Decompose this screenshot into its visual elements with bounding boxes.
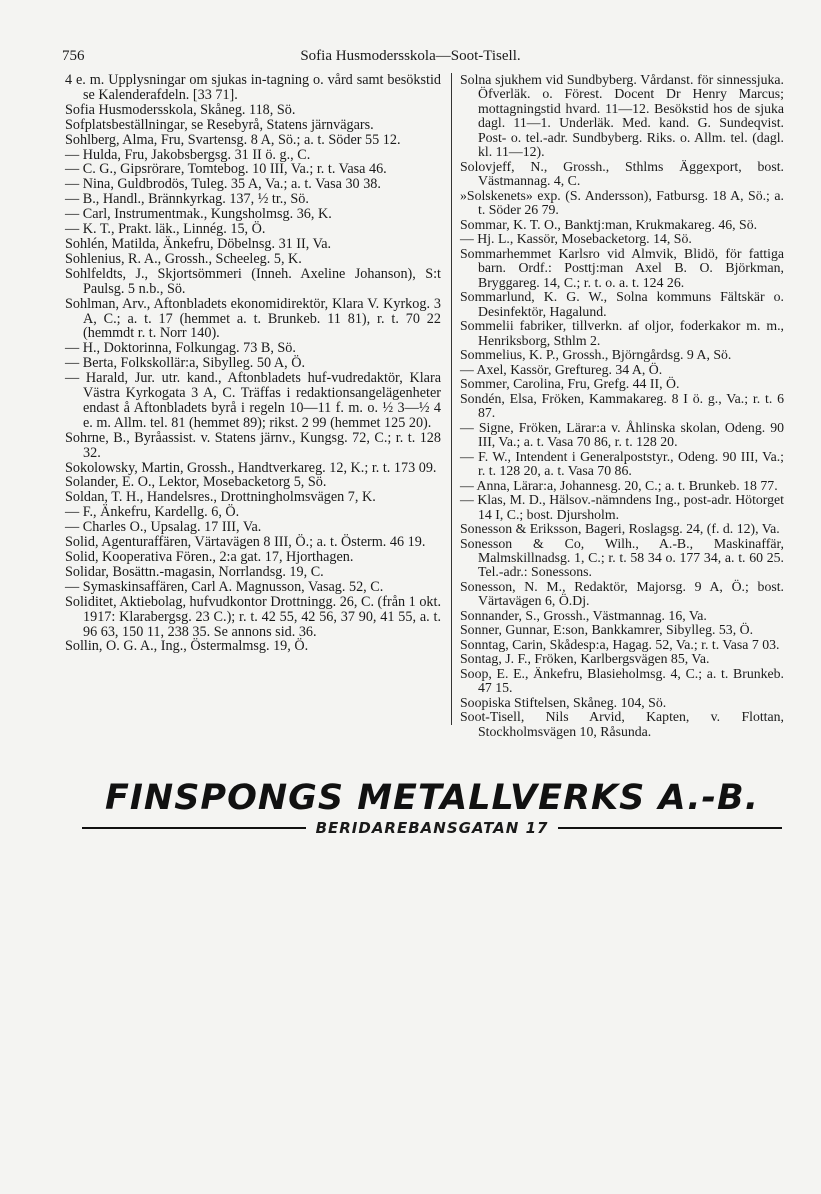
directory-entry: Sonner, Gunnar, E:son, Bankkamrer, Sibylleg. 53, Ö. xyxy=(460,622,754,638)
directory-entry: Solander, E. O., Lektor, Mosebacketorg 5, Sö. xyxy=(65,474,327,491)
directory-entry: 4 e. m. Upplysningar om sjukas in-tagning o. vård samt besökstid se Kalenderafdeln. [33 71]. xyxy=(65,72,441,103)
directory-entry: — H., Doktorinna, Folkungag. 73 B, Sö. xyxy=(65,340,296,357)
directory-entry: Soop, E. E., Änkefru, Blasieholmsg. 4, C.; a. t. Brunkeb. 47 15. xyxy=(460,665,784,696)
directory-entry: Sokolowsky, Martin, Grossh., Handtverkareg. 12, K.; r. t. 173 09. xyxy=(65,459,437,476)
directory-entry: Sontag, J. F., Fröken, Karlbergsvägen 85, Va. xyxy=(460,651,710,667)
directory-entry: Sonnander, S., Grossh., Västmannag. 16, Va. xyxy=(460,607,707,623)
directory-entry: Soldan, T. H., Handelsres., Drottningholmsvägen 7, K. xyxy=(65,489,376,506)
ad-address-row xyxy=(82,819,782,837)
directory-entry: Solid, Kooperativa Fören., 2:a gat. 17, Hjorthagen. xyxy=(65,549,354,565)
directory-entry: Sollin, O. G. A., Ing., Östermalmsg. 19, Ö. xyxy=(65,638,309,655)
directory-entry: — Anna, Lärar:a, Johannesg. 20, C.; a. t. Brunkeb. 18 77. xyxy=(460,477,778,493)
directory-entry: — K. T., Prakt. läk., Linnég. 15, Ö. xyxy=(65,221,266,238)
directory-entry: Sommarlund, K. G. W., Solna kommuns Fältskär o. Desinfektör, Hagalund. xyxy=(460,289,784,319)
directory-entry: Sofia Husmodersskola, Skåneg. 118, Sö. xyxy=(65,101,296,118)
ad-rule-left xyxy=(82,827,306,829)
directory-entry: Sommelius, K. P., Grossh., Björngårdsg. 9 A, Sö. xyxy=(460,347,732,363)
directory-entry: — Nina, Guldbrodös, Tuleg. 35 A, Va.; a. t. Vasa 30 38. xyxy=(65,176,381,193)
directory-entry: Sohrne, B., Byråassist. v. Statens järnv., Kungsg. 72, C.; r. t. 128 32. xyxy=(65,429,441,461)
right-column xyxy=(460,73,784,739)
directory-entry: Sonntag, Carin, Skådesp:a, Hagag. 52, Va.; r. t. Vasa 7 03. xyxy=(460,636,780,652)
directory-entry: — Axel, Kassör, Greftureg. 34 A, Ö. xyxy=(460,361,663,377)
directory-entry: Sofplatsbeställningar, se Resebyrå, Statens järnvägars. xyxy=(65,116,374,133)
directory-entry: Sondén, Elsa, Fröken, Kammakareg. 8 I ö. g., Va.; r. t. 6 87. xyxy=(460,390,784,421)
page-header xyxy=(0,45,821,69)
directory-entry: Soot-Tisell, Nils Arvid, Kapten, v. Flottan, Stockholmsvägen 10, Råsunda. xyxy=(460,709,784,739)
directory-entry: Sommer, Carolina, Fru, Grefg. 44 II, Ö. xyxy=(460,376,680,392)
directory-entry: Sohlberg, Alma, Fru, Svartensg. 8 A, Sö.; a. t. Söder 55 12. xyxy=(65,131,401,148)
directory-entry: Sohlman, Arv., Aftonbladets ekonomidirektör, Klara V. Kyrkog. 3 A, C.; a. t. 17 (hemmet a. t. Brunkeb. 11 81), r. t. 70 22 (hemmdt r. t. Norr 140). xyxy=(65,295,441,342)
directory-entry: — Klas, M. D., Hälsov.-nämndens Ing., post-adr. Hötorget 14 I, C.; bost. Djursholm. xyxy=(460,492,784,522)
directory-entry: — B., Handl., Brännkyrkag. 137, ½ tr., Sö. xyxy=(65,191,309,208)
column-divider xyxy=(451,73,452,725)
directory-entry: Solovjeff, N., Grossh., Sthlms Äggexport, bost. Västmannag. 4, C. xyxy=(460,158,784,189)
directory-entry: Sommelii fabriker, tillverkn. af oljor, foderkakor m. m., Henriksborg, Sthlm 2. xyxy=(460,318,784,348)
directory-entry: Soliditet, Aktiebolag, hufvudkontor Drottningg. 26, C. (från 1 okt. 1917: Klarabergsg. 23 C.); r. t. 42 55, 42 56, 37 90, 41 55, a. t. 96 63, 150 11, 238 35. Se annons sid. 36. xyxy=(65,593,441,640)
directory-entry: — Charles O., Upsalag. 17 III, Va. xyxy=(65,519,262,536)
directory-entry: Sohlfeldts, J., Skjortsömmeri (Inneh. Axeline Johanson), S:t Paulsg. 5 n.b., Sö. xyxy=(65,265,441,297)
directory-entry: — Hulda, Fru, Jakobsbergsg. 31 II ö. g., C. xyxy=(65,146,311,163)
directory-entry: — C. G., Gipsrörare, Tomtebog. 10 III, Va.; r. t. Vasa 46. xyxy=(65,161,387,178)
directory-entry: Sonesson, N. M., Redaktör, Majorsg. 9 A, Ö.; bost. Värtavägen 6, Ö.Dj. xyxy=(460,578,784,609)
directory-entry: »Solskenets» exp. (S. Andersson), Fatbursg. 18 A, Sö.; a. t. Söder 26 79. xyxy=(460,187,784,218)
directory-entry: Solna sjukhem vid Sundbyberg. Vårdanst. för sinnessjuka. Öfverläk. o. Förest. Docent Dr Henry Marcus; mottagningstid hvard. 11—12. Besökstid hos de sjuka dagl. 11—1. Underläk. Med. kand. G. Sundeqvist. Post- o. tel.-adr. Sundbyberg. Riks. o. Allm. tel. (dagl. kl. 11—12). xyxy=(460,72,784,160)
directory-entry: Sohlenius, R. A., Grossh., Scheeleg. 5, K. xyxy=(65,250,302,267)
directory-entry: Solid, Agenturaffären, Värtavägen 8 III, Ö.; a. t. Österm. 46 19. xyxy=(65,534,426,551)
directory-entry: Sommar, K. T. O., Banktj:man, Krukmakareg. 46, Sö. xyxy=(460,216,758,232)
directory-entry: Solidar, Bosättn.-magasin, Norrlandsg. 19, C. xyxy=(65,563,324,580)
ad-address: BERIDAREBANSGATAN 17 xyxy=(315,819,549,837)
directory-entry: Sonesson & Co, Wilh., A.-B., Maskinaffär, Malmskillnadsg. 1, C.; r. t. 58 34 o. 177 34, a. t. 60 25. Tel.-adr.: Sonessons. xyxy=(460,535,784,580)
directory-entry: — F., Änkefru, Kardellg. 6, Ö. xyxy=(65,504,240,521)
advertisement xyxy=(82,778,782,837)
directory-entry: — F. W., Intendent i Generalpoststyr., Odeng. 90 III, Va.; r. t. 128 20, a. t. Vasa 70 86. xyxy=(460,448,784,479)
directory-entry: — Hj. L., Kassör, Mosebacketorg. 14, Sö. xyxy=(460,231,692,247)
ad-rule-right xyxy=(558,827,782,829)
directory-entry: — Symaskinsaffären, Carl A. Magnusson, Vasag. 52, C. xyxy=(65,578,384,595)
directory-entry: Sommarhemmet Karlsro vid Almvik, Blidö, för fattiga barn. Ordf.: Posttj:man Axel B. O. Björkman, Bryggareg. 14, C.; r. t. o. a. t. 124 26. xyxy=(460,245,784,290)
directory-entry: — Harald, Jur. utr. kand., Aftonbladets huf-vudredaktör, Klara Västra Kyrkogata 3 A, C. Träffas i redaktionsangelägenheter endast å Aftonbladets byrå i regeln 10—11 f. m. o. ½ 3—½ 4 e. m. Allm. tel. 81 (hemmet 89); rikst. 2 99 (hemmet 125 20). xyxy=(65,370,441,431)
page-number: 756 xyxy=(62,48,85,64)
ad-title: FINSPONGS METALLVERKS A.-B. xyxy=(104,778,759,818)
directory-entry: Soopiska Stiftelsen, Skåneg. 104, Sö. xyxy=(460,694,667,710)
directory-entry: Sonesson & Eriksson, Bageri, Roslagsg. 24, (f. d. 12), Va. xyxy=(460,521,780,537)
directory-entry: Sohlén, Matilda, Änkefru, Döbelnsg. 31 II, Va. xyxy=(65,235,332,252)
directory-entry: — Berta, Folkskollär:a, Sibylleg. 50 A, Ö. xyxy=(65,355,305,372)
left-column xyxy=(65,73,441,654)
directory-entry: — Signe, Fröken, Lärar:a v. Åhlinska skolan, Odeng. 90 III, Va.; a. t. Vasa 70 86, r. t. 128 20. xyxy=(460,419,784,450)
running-head: Sofia Husmodersskola—Soot-Tisell. xyxy=(300,48,521,64)
directory-entry: — Carl, Instrumentmak., Kungsholmsg. 36, K. xyxy=(65,206,332,223)
